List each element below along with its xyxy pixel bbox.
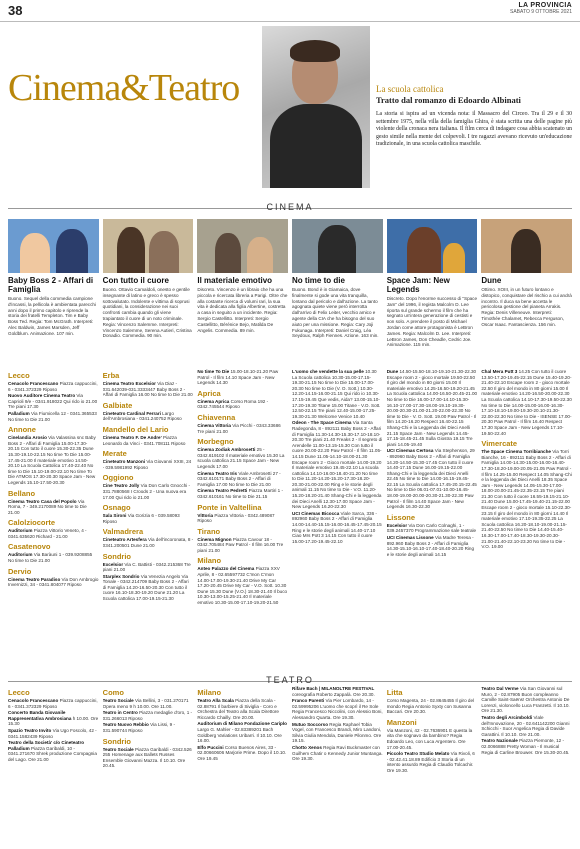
venue-schedule: Piazza Vittorio Veneto, 4 - 0341.635620 Richard - 21.00 — [8, 528, 87, 539]
venue-name: Vittoria — [197, 512, 214, 518]
venue-schedule: Via Don Ambrogio Invernizzi, 34 - 0341.804077 Riposo — [8, 576, 99, 588]
venue-name: Teatro in Centro — [102, 710, 138, 716]
film-description: Buono. Bond è in Giamaica, dove finalmente si gode una vita tranquilla, lontano dal pericolo e dall'azione. La tanto agognata quiete viene però interrotta dall'arrivo di Felix Leiter, vecchio amico e agente della CIA che ha bisogno del suo aiuto per una missione. Regia: Cary Joji Fukunaga. Interpreti: Daniel Craig, Léa Seydoux, Ralph Fiennes. Azione. 163 min. — [292, 287, 379, 339]
city-heading: Sondrio — [102, 736, 132, 746]
venue-name: Cineteatro Artesfera — [102, 537, 147, 543]
venue-entry — [8, 393, 99, 410]
film-card — [481, 219, 572, 348]
feature-kicker: La scuola cattolica — [376, 84, 444, 94]
venue-name: The Space Cinema Torribianche — [481, 449, 551, 455]
cinema-listings — [8, 368, 572, 668]
venue-schedule: Via Venezia Angelo Via Tonale - 0342.214709 Baby Boss 2 - Affari di Famiglia 14.20-16.50-20.30 Con tutto il cuore 16.10-18.30-19.20 Dune 21.20 La Scuola cattolica 17.00-19.15-21.30 — [102, 573, 189, 602]
venue-entry — [103, 722, 194, 733]
venue-entry — [292, 511, 383, 545]
venue-entry — [103, 483, 194, 500]
director-photo — [262, 26, 370, 188]
feature-body: La storia si ispira ad un vicenda nota: il Massacro del Circeo. Tra il 29 e il 30 settembre 1975, nella villa della famiglia Ghira, è stata scritta una delle pagine più violente della cronaca nera italiana. Il film cerca di indagare cosa abbia scatenato un gesto simile nella mente dei colpevoli. I tre ragazzi avevano ricevuto un'educazione tradizionale, in una scuola cattolica maschile. — [376, 111, 572, 148]
venue-schedule: Piazza Garibaldi - 0342.526 255 Homenage aux Ballets Russes Ensemble Giovanni Mazza. Il 10.10. Ore 20.45. — [102, 746, 192, 769]
city-heading: Ponte in Valtellina — [197, 502, 262, 512]
film-title: Dune — [481, 276, 502, 285]
venue-entry — [292, 722, 383, 744]
film-description: Buono. Ottavio Camaldoli, onesto e gentile insegnante di latino e greco è spesso sottovalutato. Indolente e vittima di soprusi quotidiani, la considerazione nei suoi confronti cambia quando gli viene trapiantato il cuore di un noto criminale. Regia: Vincenzo Salemme. Interpreti: Vincenzo Salemme, Serena Autieri, Cristina Donadio. Commedia. 90 min. — [102, 287, 192, 339]
venue-schedule: 25 - 0342.619102 Il materiale emotivo 15.30 La scuola cattolica 21.15 Space Jam - New Legends 17.00 — [197, 447, 285, 469]
venue-entry — [197, 399, 288, 410]
venue-name: Teatro Dal Verme — [481, 686, 519, 691]
venue-name: Cinema Vittoria — [197, 422, 231, 428]
venue-name: Odeon - The Space Cinema — [292, 420, 352, 426]
venue-entry — [197, 369, 288, 386]
venue-name: Chal Mera Putt 3 — [481, 369, 518, 374]
venue-schedule: Via Torri Bianche, 16 - 892111 Baby Boss 2 - Affari di Famiglia 14.00-14.30-15.00-16.00-16.40-17.30-18.20-19.00-20.05-21.05 Paw Patrol - Il film 14.25-15.00 Respect 14.05 Shang-Chi e la leggenda dei Dieci Anelli 18.35 Space Jam - New Legends 14.05-15.30-17.00-18.00-20.00-21.45-22.35-23.15 Tre piani 21.30 Con tutto il cuore 16.55-19.15-21.10-21.40 Dune 15.00-17.45-19.40-21.15-22.00 Escape room 2 - gioco mortale 15.10-22.30-23.15 Il giro del mondo in 80 giorni 14.40 Il materiale emotivo 17.10-19.35-22.25 La Scuola cattolica 16.20-18.10-19.00-21.15-21.40-22.50 No time to Die 14.40-15.40-16.30-17.00-17.40-18.30-19.30-20.30-21.00-21.40-22.10-23.20 No time to Die - V.O. 19.00 — [481, 449, 572, 550]
film-description: Discreto. Dopo l'enorme successo di "Space Jam" del 1996, il regista Malcolm D. Lee riporta sul grande schermo il film che ha segnato un'intera generazione di cestisti e non solo. A prendere il posto di Michael Jordan come attore protagonista è LeBron James. Regia: Malcolm D. Lee. Interpreti: LeBron James, Don Cheadle, Cedric Joe. Animazione. 115 min. — [386, 296, 478, 348]
venue-entry — [103, 747, 194, 769]
venue-schedule: Via C. Battisti - 0342.215368 Tre piani 21.00 — [102, 561, 191, 573]
venue-name: Teatro Alla Scala — [197, 698, 234, 703]
venue-schedule: coreografia Roberto Zappalà. Ore 20.30. — [292, 691, 375, 697]
venue-schedule: Via Stephenson, 29 - 892960 Baby Boss 2 - Affari di Famiglia 14.20-14.50-15.30-17.45 Con tutto il cuore 14.40-17.15 Dune 16.00-19.15-22.00 Shang-Chi e la leggenda dei Dieci Anelli 22.45 No time to Die 14.00-16.15-19.45-22.15 La Scuola cattolica 17.45-20.15-22.45 No time to Die 06.01-07.01-10.00-16.45-18.00-19.00-20.00-20.30-21.30-22.30 Paw Patrol - Il film 14.40 Space Jam - New Legends 16.30-22.30 — [386, 448, 477, 510]
venue-entry — [481, 686, 572, 714]
venue-entry — [103, 710, 194, 721]
venue-entry — [197, 745, 288, 762]
venue-name: Cineteatro Cardinal Ferrari — [102, 410, 161, 416]
venue-name: Excelsior — [386, 522, 408, 528]
venue-entry — [8, 577, 99, 588]
film-poster — [387, 219, 478, 273]
venue-entry — [292, 369, 383, 419]
venue-name: Cinema Teatro Paradiso — [8, 576, 61, 582]
venue-entry — [387, 369, 478, 447]
venue-schedule: Via Manzoni, 42 - 02.7636901 E questa la vita che sognavo da bambino? Regia Edoardo Leo, con Luca Argentero. Ore 17.00-20.45. — [386, 727, 473, 750]
film-title: No time to die — [292, 276, 345, 285]
venue-entry — [8, 411, 99, 422]
film-card — [103, 219, 194, 348]
masthead — [510, 2, 572, 15]
venue-schedule: Via Bellini, 3 - 031.270171 Opera meno 9 h 10.00. Ore 11.00. — [102, 698, 189, 709]
cinema-column — [8, 368, 99, 668]
venue-schedule: Piazza cappuccini, 6 - 0341.372329 Riposo — [8, 381, 98, 392]
venue-schedule: Piazza XXV Aprile, 8 - 02.65597732 C'mon C'mon 14.00-17.00-19.30-21.40 Drive My Car 17.20-20.45 Drive My Car - V.O. Sott. 10.30 Dune 15.30 Dune (V.O.) 18.30-21.40 Il buco 10.30-13.00-15.25-21.40 Il materiale emotivo 10.30-15.00-17.10-19.20-21.50 — [197, 566, 288, 606]
venue-schedule: 14.25 Con tutto il cuore 13.50-17.20-19.45-22.15 Dune 15.40-19.20-21.40-22.10 Escape room 2 - gioco mortale 22.50 Il giro del mondo in 80 giorni 15.00 Il materiale emotivo 14.20-16.50-20.00-22.30 La Scuola cattolica 14.10-17.30-19.50-22.30 No time to Die 14.00-15.00-16.00-16.30-17.10-18.10-19.00-19.30-20.10-21.30-22.00-22.30 No time to Die - ISENSE 17.00-20.30 Paw Patrol - Il film 16.40 Respect 17.30 Space Jam - New Legends 17.10-19.50-22.40 — [481, 369, 572, 436]
city-heading: Aprica — [197, 388, 221, 398]
city-heading: Casatenovo — [8, 542, 51, 552]
cinema-column — [292, 368, 383, 668]
film-description: Ottimo. XOIII, in un futuro lontano e distopico, conquistare del rischio a cui andrà incontro. Il duca sa bene accetta le pericolosa gestione del pianeta Arrakis. Regia: Denis Villeneuve. Interpreti: Timothée Chalamet, Rebecca Ferguson, Oscar Isaac. Fantascienza. 156 min. — [481, 287, 572, 327]
venue-entry — [387, 535, 478, 557]
venue-entry — [481, 369, 572, 436]
film-card — [387, 219, 478, 348]
venue-entry — [8, 698, 99, 709]
venue-schedule: Via San Giovanni sul Muro, 2 - 02.87905 Buon compleanno Camille Saint-Saëns! Orchestra Antonio De Lorenzi, violoncello Luca Franzetti. Il 10.10. Ore 21.30. — [481, 686, 570, 714]
venue-entry — [292, 698, 383, 720]
venue-name: No time To Die — [197, 369, 230, 374]
venue-entry — [197, 513, 288, 524]
venue-name: Concerto Banda Giovanile Rappresentativa Ambrosiana — [8, 710, 72, 721]
venue-schedule: Via Giovanni XXIII, 24 - 039.5981992 Riposo — [102, 459, 192, 470]
city-heading: Como — [102, 688, 124, 697]
theatre-column — [481, 685, 572, 841]
venue-entry — [197, 698, 288, 720]
venue-schedule: Piazza Martiri 1 - 0342.610161 No time to Die 21.15 — [197, 488, 284, 499]
venue-name: Cinema Teatro Excelsior — [102, 381, 156, 386]
film-poster — [197, 219, 288, 273]
venue-name: Palladium — [8, 410, 30, 416]
venue-entry — [103, 435, 194, 446]
venue-name: Cenacolo Francescano — [8, 381, 59, 386]
film-title: Space Jam: New Legends — [386, 276, 450, 294]
venue-entry — [103, 513, 194, 524]
venue-schedule: Via Fiumicella 12 - 0341.365533 No time to Die 21.00 — [8, 410, 97, 422]
venue-entry — [197, 447, 288, 469]
venue-schedule: 10.30 La Scuola cattolica 10.30-15.00-17.15-19.30-21.15 No time to Die 15.00-17.00-20.30 No time to Die (V. O. Sott.) 10.30-12.20-14.15-16.00-21.15 Qui rido io 10.30-17.15-19.45 Que vedis, Aida? 13.00-15.10-17.20-19.30 Titane 15.00 Titane - V.O. Sott. 12.50-22.15 Tre piani 12.40-15.00-17.25-19.30-21.30 Welcome Venice 10.40 — [292, 369, 381, 419]
venue-schedule: Corso Magenta, 24 - 02.8645455 Il giro del mondo Regia Antonio Syxty con Susanna Baccari. Ore 20.30. — [386, 698, 475, 715]
venue-entry — [197, 423, 288, 434]
venue-schedule: Piazza Leonardo da Vinci - 0341.708111 Riposo — [102, 434, 186, 446]
venue-schedule: Piazza cappuccini, 6 - 0341.372329 Riposo — [8, 698, 98, 709]
cinema-column — [387, 368, 478, 668]
venue-entry — [387, 728, 478, 750]
venue-schedule: Piazza Piemonte, 12 - 02.0066888 Pretty Woman - Il musical Regia di Carline Brouwer. Ore 15.30-20.45. — [481, 738, 570, 755]
theatre-column — [8, 685, 99, 841]
venue-name: UCI Cinemas Bicocca — [292, 510, 340, 516]
venue-name: Auditorium di Milano Fondazione Cariplo — [197, 721, 287, 727]
venue-entry — [8, 528, 99, 539]
venue-schedule: Via Picchi - 0343.33686 Tre piani 21.00 — [197, 422, 281, 434]
venue-schedule: Via Roma, 7 - 349.2170089 No time to Die 21.00 — [8, 498, 87, 515]
venue-name: Spazio Teatro Invito — [8, 727, 52, 733]
film-description: Buono. Sequel della commedia campione d'incassi, la pellicola è ambientata parecchi anni dopo il primo capitolo e riprende la storia dei fratelli Templeton. Tim e Baby Boss Ted. Regia: Tom McGrath. Interpreti: Alec Baldwin, James Marsden, Jeff Goldblum. Animazione. 107 min. — [8, 296, 96, 336]
venue-schedule: Via Caprioli 9/e - 0341.918022 Qui rido io 21.00 Tre piani 17.30 — [8, 393, 98, 410]
film-poster — [103, 219, 194, 273]
venue-name: Rifare Bach | MILANOLTRE FESTIVAL — [292, 686, 375, 691]
venue-name: Cenacolo Francescano — [8, 698, 59, 703]
venue-name: Sala Sironi — [102, 513, 127, 519]
venue-entry — [8, 499, 99, 516]
venue-schedule: Piazza Garibaldi, 10 - 0341.271670 Shrek produzione Compagnia del Lago. Ore 21.00 — [8, 745, 97, 762]
venue-name: Starplex Sondrio — [102, 573, 140, 579]
venue-entry — [197, 566, 288, 605]
venue-schedule: Via dell'incoronata, 8 - 0341.200501 Dune 21.00 — [102, 537, 194, 548]
venue-name: Teatro Nuovo Rebbio — [102, 722, 149, 728]
venue-entry — [292, 420, 383, 510]
venue-entry — [103, 459, 194, 470]
film-title: Con tutto il cuore — [102, 276, 169, 285]
venue-name: Cine Teatro Jolly — [102, 483, 140, 489]
venue-name: Cineteatro Manzoni — [102, 459, 146, 465]
venue-name: Cinema Zodiak Ambrosetti — [197, 447, 256, 453]
venue-name: Dune — [386, 369, 399, 374]
venue-entry — [292, 745, 383, 762]
venue-entry — [481, 449, 572, 550]
venue-schedule: Viale dell'Innovazione, 20 - 02.641142200 Gianni Schicchi - Suor Angelica Regia di Davide Garattini. Il 10.10. Ore 21.00. — [481, 714, 570, 737]
issue-date: SABATO 9 OTTOBRE 2021 — [510, 9, 572, 15]
film-title: Baby Boss 2 - Affari di Famiglia — [8, 276, 94, 294]
venue-schedule: Piazza Vittoria - 0342.489087 Riposo — [197, 512, 275, 524]
venue-name: Nuovo Auditore Cinema Teatro — [8, 393, 76, 399]
venue-schedule: Via Don Carlo Gnocchi - 331.7880568 I Croods 2 - Una nuova era 17.00 Qui rido io 21.00 — [102, 483, 191, 500]
city-heading: Chiavenna — [197, 412, 236, 422]
venue-name: Elfo Puccini — [197, 744, 224, 750]
city-heading: Dervio — [8, 566, 32, 576]
cinema-band-label: CINEMA — [266, 202, 314, 212]
venue-schedule: Regia Ravi Buckmaster con Guilhem Chatir o Kennedy Junior Muntanga. Ore 19.30. — [292, 744, 383, 762]
venue-schedule: Corso Buenos Aires, 33 - 02.00660606 Marjorie Prime. Dopo il 10.10. Ore 19.45 — [197, 744, 287, 761]
venue-name: Auditorium — [8, 552, 33, 558]
venue-schedule: Viale Ambrosetti 27 - 0342.610171 Baby Boss 2 - Affari di Famiglia 17.00 No time to Die 21.00 — [197, 470, 281, 487]
teatro-band-label: TEATRO — [266, 675, 314, 685]
venue-name: Mutuo Soccorso — [292, 721, 329, 727]
city-heading: Valmadrera — [102, 527, 144, 537]
venue-name: Cinema Teatro Iris — [197, 470, 238, 476]
cinema-column — [481, 368, 572, 668]
venue-name: Cinema Teatro Casa del Popolo — [8, 498, 77, 504]
venue-schedule: Viale Sarca, 336 - 892960 Baby Boss 2 - Affari di Famiglia 14.00-14.40-15.15-16.00-16.45-17.45-20.15 Ring e le storie degli animali 14.40-17.10 Ciao Mrs Pott 3 14.15 Con tutto il cuore 15.00-17.20-19.45-22.10 — [292, 510, 382, 544]
city-heading: Morbegno — [197, 437, 234, 447]
film-card — [8, 219, 99, 348]
venue-schedule: Via Don Carlo Colnaghi, 1 - 039.2457370 Programmazione sale teatrale — [386, 522, 477, 534]
venue-name: Teatro della Società' c/o Cineteatro Palladium — [8, 740, 85, 751]
city-heading: Osnago — [102, 503, 131, 513]
venue-name: Franco Parenti — [292, 698, 325, 704]
venue-name: Auditorium — [8, 528, 33, 534]
page-number: 38 — [8, 3, 23, 18]
venue-schedule: 14.50-15.50-18.10-19.10-21.30-22.30 Escape room 2 - gioco mortale 19.50-22.50 Il giro del mondo in 80 giorni 15.00 Il materiale emotivo 14.25-16.50-19.20-21.45 La Scuola cattolica 14.00-16.50-20.45-21.00 No time to Die 16.00-17.00-14.10-15.30-16.10-17.00-17.30-18.00-19.10-19.30-20.00-20.30-21.00-21.20-22.00-22.30 No time to Die - V. O. Sott. 19.00 Paw Patrol - Il film 14.20-16.20 Respect 16.40-22.15 Shang-Chi e la Leggenda dei Dieci Anelli 21.15 Space Jam - New Legends 14.45-17.15-18.45-21.45 Sulla Giostra 19.15 Tre piani 14.05-19.40 — [386, 369, 478, 447]
section-title: Cinema&Teatro — [8, 67, 240, 109]
venue-entry — [8, 381, 99, 392]
city-heading: Vimercate — [481, 439, 518, 449]
film-card — [292, 219, 383, 348]
venue-name: Anteo Palazzo del Cinema — [197, 566, 255, 572]
venue-name: L'uomo che vendette la sua pelle — [292, 369, 364, 374]
city-heading: Sondrio — [102, 551, 132, 561]
venue-name: Cinema Aprica — [197, 398, 230, 404]
venue-entry — [197, 488, 288, 499]
venue-schedule: h 10.00. Ore 15.30 — [8, 715, 99, 727]
film-poster — [8, 219, 99, 273]
city-heading: Tirano — [197, 526, 221, 536]
venue-schedule: Piazza della Scala - 02.88791 Il barbiere di Siviglia - Coro e Orchestra del Teatro alla Scala Direttore Riccardo Chailly. Ore 20.00. — [197, 698, 279, 720]
city-heading: Calolziocorte — [8, 518, 56, 528]
venue-entry — [197, 471, 288, 488]
venue-name: Teatro Sociale — [102, 746, 134, 752]
film-title: Il materiale emotivo — [197, 276, 273, 285]
film-card — [197, 219, 288, 348]
venue-entry — [8, 552, 99, 563]
film-poster — [481, 219, 572, 273]
venue-schedule: Via Rivoli, 6 - 02.42.41.18.89 Edificio 3 Storia di un intento assurdo Regia di Claudio Tolcachir. Ore 19.30. — [386, 751, 475, 773]
venue-schedule: Via Valassina snc Baby Boss 2 - Affari di Famiglia 15.00-17.30-20.15 Con tutto il cuore 15.30-22.35 Dune 15.30-19.10-22.15 No time To Die 15.00-17.45-21.00 Il materiale emotivo 14.50-20.10 La Scuola Cattolica 17.40-22.40 No time to Die 15.10-19.00-22.10 No time To Die ATMOS 17.30-20.30 Space Jam - New Legends 15.10-17.50-20.30 — [8, 435, 96, 485]
venue-entry — [481, 738, 572, 755]
venue-entry — [103, 698, 194, 709]
city-heading: Lecco — [8, 371, 30, 380]
venue-name: Piccolo Teatro Studio Melato — [386, 751, 450, 757]
venue-name: Cinema Teatro Pedretti — [197, 488, 248, 494]
teatro-band — [8, 670, 572, 685]
venue-entry — [103, 562, 194, 573]
cinema-column — [103, 368, 194, 668]
venue-entry — [387, 698, 478, 715]
city-heading: Milano — [197, 688, 222, 697]
newspaper-brand: LA PROVINCIA — [518, 2, 572, 9]
venue-entry — [387, 448, 478, 510]
venue-schedule: Via Santa Radegonda, 8 - 892111 Baby Boss 2 - Affari di Famiglia 11.30-14.30-15.30-17.10-18.10-20.30 Tre piani 21.40 Freaks 2 - Il segreto di Arendelle 11.00-13.15-15.30 Con tutto il cuore 20.00-22.20 Paw Patrol - Il film 11.05-14.15 Dune 11.05-14.10-18.00-21.30 Escape room 2 - Gioco mortale 14.00-19.20 Il materiale emotivo 19.45-22.10 La scuola cattolica 14.10-16.00-18.40-21.20 No time to Die 11.20-14.20-15.20-17.30-18.20-20.30-21.00-22.00 Ring e le storie degli animali 11.15 No time to Die - V.O. 11.20-15.20-18.20-21.40 Shang-Chi e la leggenda dei Dieci Anelli 12.30-17.00 Space Jam - New Legends 16.20-22.30 — [292, 420, 383, 510]
theatre-column — [292, 685, 383, 841]
venue-name: Excelsior — [102, 561, 124, 567]
venue-name: Cinema Mignon — [197, 536, 232, 542]
venue-entry — [387, 523, 478, 534]
venue-entry — [103, 381, 194, 398]
venue-schedule: Via Pier Lombardo, 14 - 02.59995206 L'uomo che scoprì il Re Sole Regia Francesco Niccolini, con Alessio Boni, Alessandro Quarta. Ore 19.30. — [292, 698, 383, 720]
venue-entry — [481, 715, 572, 737]
venue-schedule: Via Ugo Foscolo, 42 - 0341.1582439 Riposo — [8, 727, 97, 739]
city-heading: Manzoni — [386, 717, 417, 727]
city-heading: Lissone — [386, 512, 416, 522]
venue-entry — [103, 411, 194, 422]
city-heading: Milano — [197, 556, 222, 566]
venue-name: UCI Cinemas Certosa — [386, 448, 434, 454]
venue-entry — [8, 435, 99, 485]
theatre-column — [197, 685, 288, 841]
city-heading: Galbiate — [102, 400, 133, 410]
page-header — [0, 0, 580, 22]
venue-schedule: Via Gorizia 6 - 039.58093 Riposo — [102, 513, 180, 524]
city-heading: Lecco — [8, 688, 30, 697]
city-heading: Merate — [102, 449, 127, 459]
film-reviews — [8, 219, 572, 348]
venue-schedule: Largo dell'Ambrosiana - 0341.240752 Riposo — [102, 410, 182, 422]
cinema-column — [197, 368, 288, 668]
venue-entry — [197, 721, 288, 743]
feature-headline: Tratto dal romanzo di Edoardo Albinati — [376, 95, 521, 105]
venue-name: Chotto Xenos — [292, 744, 322, 750]
venue-schedule: Via Baràuni 1 - 039.9208855 No time to Die 21.00 — [8, 552, 93, 564]
city-heading: Bellano — [8, 488, 36, 498]
venue-entry — [8, 728, 99, 739]
venue-name: Teatro Sociale — [102, 698, 134, 703]
venue-entry — [103, 574, 194, 602]
venue-name: Teatro Nazionale — [481, 738, 518, 744]
venue-entry — [292, 686, 383, 697]
feature-article — [376, 84, 572, 149]
venue-schedule: Piazza Cavour 18 - 0342.705484 Paw Patrol - Il film 16.00 Tre piani 21.00 — [197, 536, 284, 553]
venue-name: Cinelandia Arosio — [8, 435, 47, 441]
venue-schedule: Piazza medaglie d'oro, 1 - 031.266013 Riposo — [102, 710, 193, 721]
venue-schedule: Via Lissi, 9 - 031.590744 Riposo — [102, 722, 175, 733]
venue-schedule: Via Diaz - 031.642039-031.3333447 Baby Boss 2 - Affari di Famiglia 16.00 No time to Die 21.00 — [102, 381, 193, 398]
theatre-column — [103, 685, 194, 841]
venue-schedule: Regia Raphael Tobia Vogel, con Francesco Brandi, Miro Landoni, Silvia Giulia Mendola, Daniele Pilonmo. Ore 19.15. — [292, 721, 382, 744]
theatre-listings — [8, 685, 572, 841]
venue-entry — [387, 751, 478, 773]
cinema-band — [8, 197, 572, 212]
venue-schedule: Largo G. Mahler - 02.83389201 Bach Goldberg Variations Uribarri. Il 10.10. Ore 16.00. — [197, 726, 282, 744]
venue-entry — [8, 710, 99, 727]
film-description: Discreto. Vincenzo è un libraio che ha una piccola e ricercata libreria a Parigi. Oltre che alla costante ricerca di volumi rari, la sua vita è dedicata alla figlia Albertine, costretta a casa in seguito a un incidente. Regia: Sergio Castellitto. Interpreti: Sergio Castellitto, Bérénice Bejo, Matilda De Angelis. Commedia. 89 min. — [197, 287, 288, 333]
venue-schedule: Corso Roma 192 - 0342.745544 Riposo — [197, 398, 269, 410]
venue-entry — [8, 740, 99, 762]
venue-name: Teatro degli Arcimboldi — [481, 714, 533, 720]
venue-name: UCI Cinemas Lissone — [386, 535, 434, 541]
venue-entry — [197, 537, 288, 554]
film-poster — [292, 219, 383, 273]
city-heading: Erba — [102, 371, 120, 380]
theatre-column — [387, 685, 478, 841]
venue-name: Cinema Teatro F. De Andre' — [102, 434, 162, 440]
venue-schedule: Via Madre Teresa - 892.960 Baby Boss 2 - Affari di Famiglia 14.30-15.10-16.10-17.40-18.40-20.20 Ring e le storie degli animali 14.15 — [386, 535, 475, 557]
city-heading: Oggiono — [102, 473, 134, 483]
venue-entry — [103, 537, 194, 548]
city-heading: Mandello del Lario — [102, 424, 169, 434]
city-heading: Annone — [8, 425, 36, 435]
venue-schedule: 15.00-18.10-21.20 Paw Patrol - Il film 14.10 Space Jam - New Legends 14.30 — [197, 369, 279, 386]
city-heading: Litta — [386, 688, 403, 697]
